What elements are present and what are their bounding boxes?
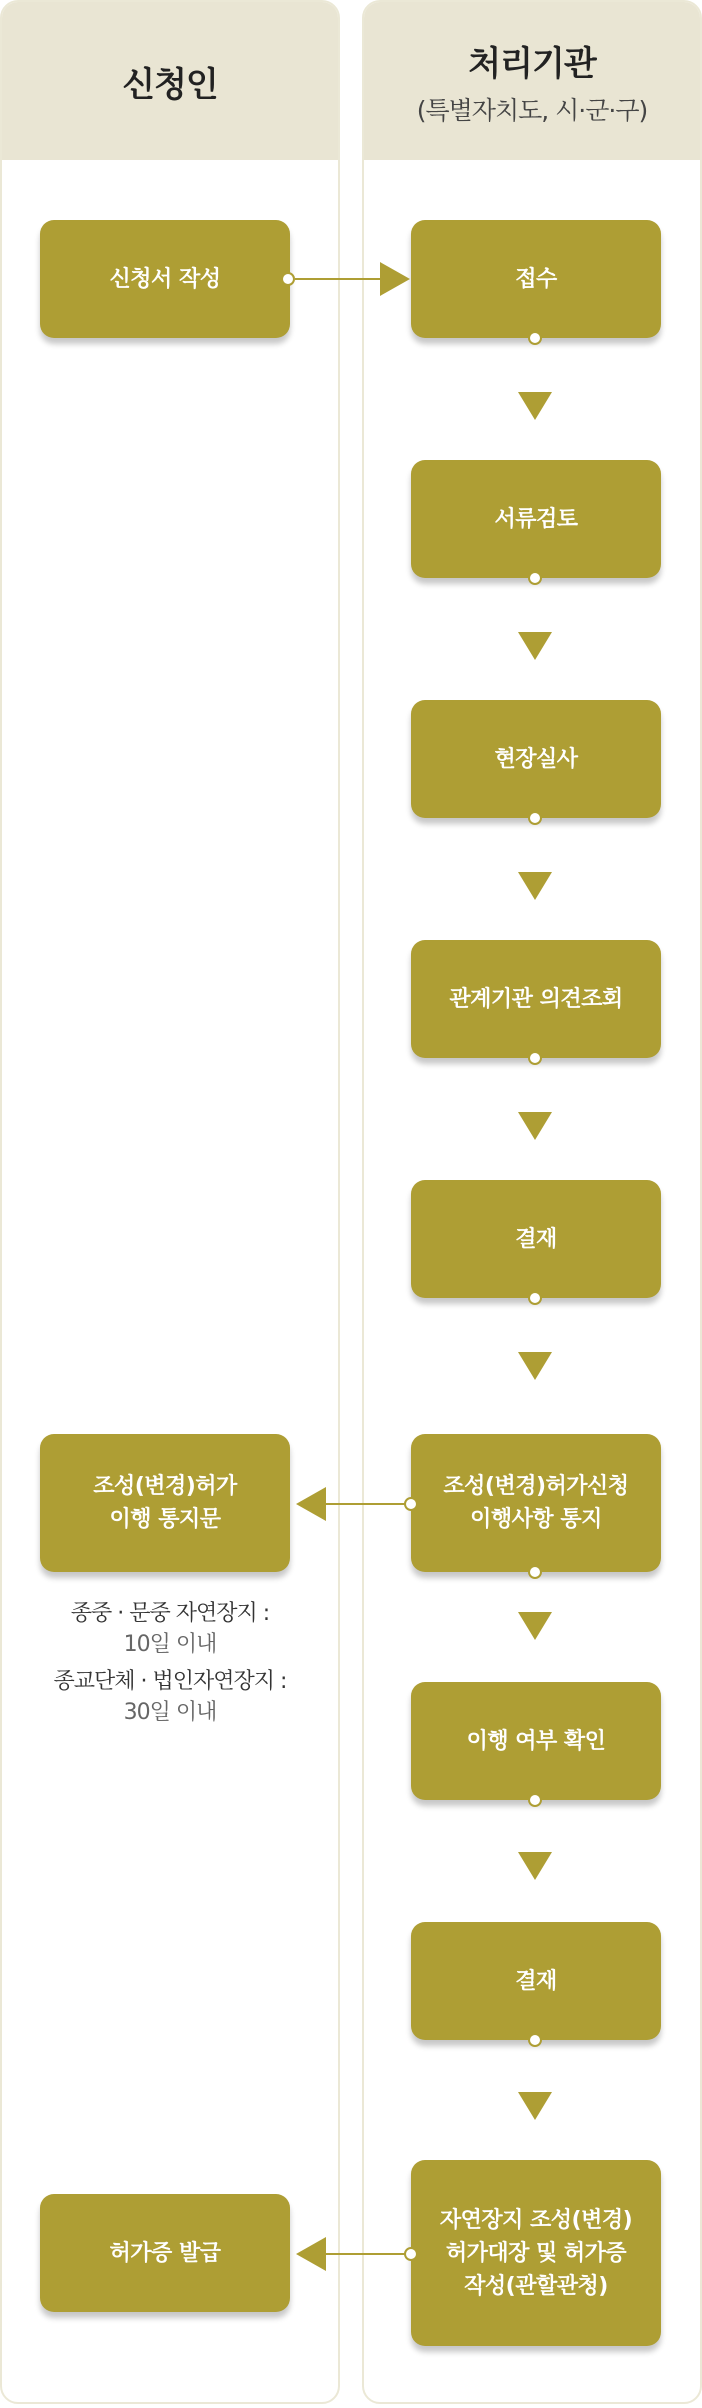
step-application: 신청서 작성: [40, 220, 290, 338]
connector-line: [325, 2253, 405, 2255]
applicant-header: [2, 2, 338, 160]
connector-dot: [404, 1497, 418, 1511]
step-agency-consultation: 관계기관 의견조회: [411, 940, 661, 1058]
right-arrow-icon: [380, 262, 410, 296]
agency-header: [364, 2, 700, 160]
connector-dot: [528, 571, 542, 585]
down-arrow-icon: [518, 632, 552, 660]
left-arrow-icon: [296, 1487, 326, 1521]
step-approval-1: 결재: [411, 1180, 661, 1298]
connector-dot: [528, 1793, 542, 1807]
deadline-notes: [0, 1598, 340, 1728]
connector-line: [325, 1503, 405, 1505]
connector-dot: [528, 1291, 542, 1305]
down-arrow-icon: [518, 1352, 552, 1380]
step-compliance-check: 이행 여부 확인: [411, 1682, 661, 1800]
step-site-inspection: 현장실사: [411, 700, 661, 818]
agency-title: 처리기관: [468, 43, 596, 84]
down-arrow-icon: [518, 872, 552, 900]
down-arrow-icon: [518, 1852, 552, 1880]
connector-dot: [404, 2247, 418, 2261]
connector-line: [295, 278, 381, 280]
left-arrow-icon: [296, 2237, 326, 2271]
down-arrow-icon: [518, 1612, 552, 1640]
agency-subtitle: (특별자치도, 시·군·구): [416, 95, 648, 125]
step-document-review: 서류검토: [411, 460, 661, 578]
down-arrow-icon: [518, 392, 552, 420]
connector-dot: [528, 1051, 542, 1065]
step-approval-2: 결재: [411, 1922, 661, 2040]
connector-dot: [281, 272, 295, 286]
connector-dot: [528, 1565, 542, 1579]
step-requirement-notice: 조성(변경)허가신청 이행사항 통지: [411, 1434, 661, 1572]
step-receipt: 접수: [411, 220, 661, 338]
connector-dot: [528, 811, 542, 825]
down-arrow-icon: [518, 2092, 552, 2120]
connector-dot: [528, 2033, 542, 2047]
religious-label: 종교단체 · 법인자연장지 :: [53, 1669, 287, 1694]
step-notice-received: 조성(변경)허가 이행 통지문: [40, 1434, 290, 1572]
clan-label: 종중 · 문중 자연장지 :: [70, 1601, 270, 1626]
applicant-title: 신청인: [122, 64, 218, 105]
down-arrow-icon: [518, 1112, 552, 1140]
applicant-column: [0, 0, 340, 2404]
connector-dot: [528, 331, 542, 345]
step-permit-issue: 허가증 발급: [40, 2194, 290, 2312]
step-register-permit: 자연장지 조성(변경) 허가대장 및 허가증 작성(관할관청): [411, 2160, 661, 2346]
clan-deadline: 10일 이내: [123, 1632, 217, 1657]
religious-deadline: 30일 이내: [123, 1700, 217, 1725]
